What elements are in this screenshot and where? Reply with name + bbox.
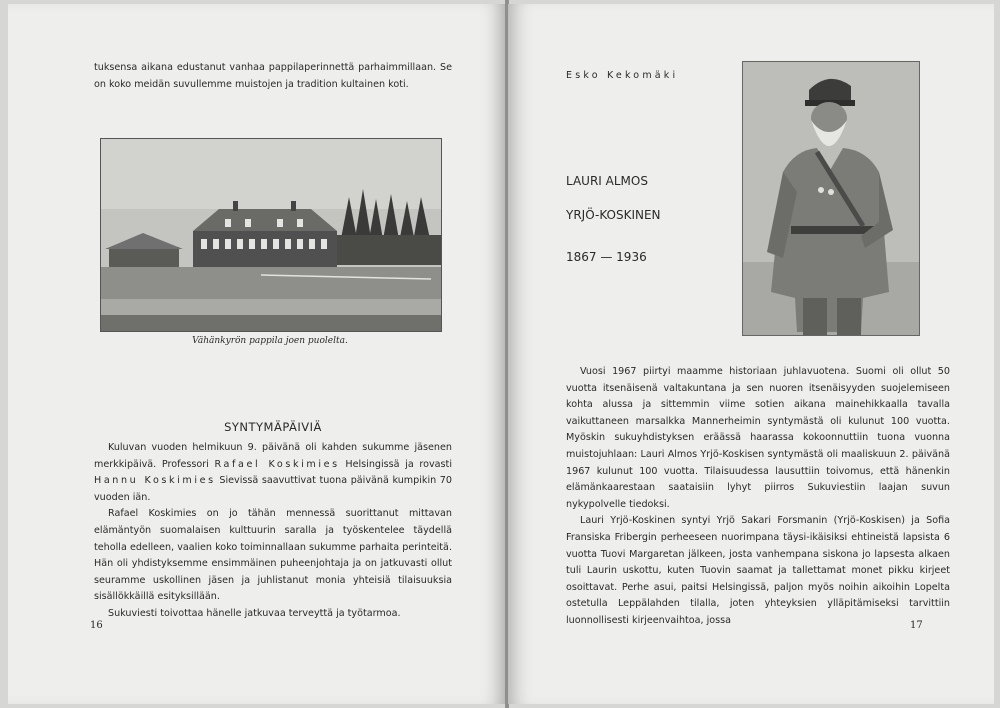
text-span: Helsingissä ja rovasti [345, 458, 452, 470]
page-number-left: 16 [90, 620, 103, 631]
portrait-photo [742, 61, 920, 336]
paragraph-rafael: Rafael Koskimies on jo tähän mennessä suorittanut mittavan elämäntyön suomalaisen kulttuurin saralla ja työskentelee täydellä teholla edelleen, vaalien koko toiminnallaan sukumme parhaita perinteitä. Hän oli yhdistyksemme ensimmäinen puheenjohtaja ja on jatkuvasti ollut seuramme uskollinen jäsen ja juhlistanut monia yhteisiä tilaisuuksia sisällökkäillä esityksillään. [94, 508, 452, 603]
page-number-right: 17 [910, 620, 923, 631]
person-name-rafael: Rafael Koskimies [214, 458, 340, 470]
photo-caption: Vähänkyrön pappila joen puolelta. [192, 336, 348, 346]
paragraph-wishes: Sukuviesti toivottaa hänelle jatkuvaa terveyttä ja työtarmoa. [108, 607, 401, 619]
right-page [508, 4, 994, 704]
left-top-paragraph [94, 60, 452, 93]
left-body-text [94, 440, 452, 623]
text-span: Kuluvan vuoden helmikuun 9. päivänä oli kahden sukumme jäsenen merkkipäivä. Professori [94, 442, 452, 470]
parsonage-photo [100, 138, 442, 332]
section-title: SYNTYMÄPÄIVIÄ [224, 420, 322, 434]
parsonage-photo-drawing [101, 139, 441, 331]
right-body-text [566, 364, 950, 630]
portrait-photo-drawing [743, 62, 919, 335]
person-name-hannu: Hannu Koskimies [94, 475, 216, 487]
text-span: Sievissä saavuttivat tuona päivänä kumpikin 70 vuoden iän. [94, 475, 452, 503]
paragraph-family: Lauri Yrjö-Koskinen syntyi Yrjö Sakari Forsmanin (Yrjö-Koskisen) ja Sofia Fransiska Fribergin perheeseen nuorimpana täysi-ikäisiksi ehtineistä lapsista 6 vuotta Tuovi Margaretan jälkeen, josta vanhempana siskona jo lapsesta alkaen tuli Laurin uskottu, kuten Tuovin saamat ja tallettamat monet pikku kirjeet osoittavat. Perhe asui, paitsi Helsingissä, paljon myös noihin aikoihin Lopelta ostetulla Leppälahden tilalla, joten yhteyksien ylläpitämiseksi tarvittiin luonnollisesti kirjeenvaihtoa, jossa [566, 515, 950, 626]
left-page [8, 4, 506, 704]
author-name: Esko Kekomäki [566, 70, 679, 81]
paragraph-anniversary: Vuosi 1967 piirtyi maamme historiaan juhlavuotena. Suomi oli ollut 50 vuotta itsenäisenä valtakuntana ja sen nuoren itsenäisyyden suojelemiseen kohta alussa ja sittemmin viime sotien aikana mainehikkaalla tavalla vaikuttaneen marsalkka Mannerheimin syntymästä oli kulunut 100 vuotta. Myöskin sukuyhdistyksen eräässä haarassa kokoonnuttiin tuona vuonna muistojuhlaan: Lauri Almos Yrjö-Koskisen syntymästä oli maaliskuun 2. päivänä 1967 kulunut 100 vuotta. Tilaisuudessa lausuttiin toivomus, että hänenkin elämänkaarestaan saataisiin lyhyt piirros Sukuviestiin laajan suvun nykypolvelle tiedoksi. [566, 366, 950, 510]
subject-years: 1867 — 1936 [566, 250, 647, 264]
paragraph-birthdays [94, 440, 452, 506]
paragraph: tuksensa aikana edustanut vanhaa pappilaperinnettä parhaimmillaan. Se on koko meidän suvullemme muistojen ja tradition kultainen koti. [94, 62, 452, 90]
subject-name-line1: LAURI ALMOS [566, 174, 648, 188]
subject-name-line2: YRJÖ-KOSKINEN [566, 208, 661, 222]
